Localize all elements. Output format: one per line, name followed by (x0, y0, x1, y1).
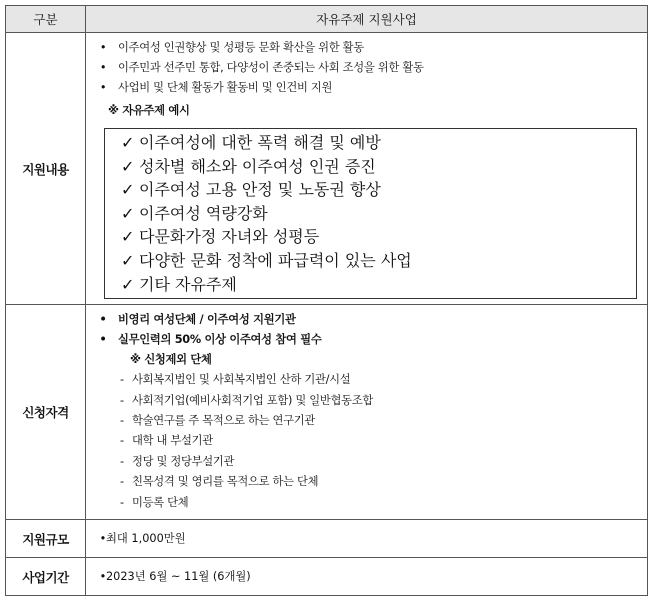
scale-row (6, 520, 648, 558)
example-item: ✓ 이주여성 역량강화 (121, 202, 636, 226)
exclusion-item: - 학술연구를 주 목적으로 하는 연구기관 (120, 413, 315, 427)
support-bullet-3: • 사업비 및 단체 활동가 활동비 및 인건비 지원 (96, 78, 639, 98)
header-program: 자유주제 지원사업 (86, 6, 648, 33)
period-cell (86, 558, 648, 596)
example-item: ✓ 다양한 문화 정착에 파급력이 있는 사업 (121, 249, 636, 273)
bullet-icon: • (99, 81, 107, 94)
check-icon: ✓ (121, 156, 135, 176)
examples-box (104, 128, 637, 299)
check-icon: ✓ (121, 274, 135, 294)
example-item: ✓ 성차별 해소와 이주여성 인권 증진 (121, 155, 636, 179)
exclusion-item: - 사회적기업(예비사회적기업 포함) 및 일반협동조합 (120, 393, 373, 407)
program-table (5, 5, 648, 596)
eligibility-row (6, 305, 648, 520)
exclusion-title: ※ 신청제외 단체 (130, 353, 212, 367)
period-value: • 2023년 6월 ~ 11월 (6개월) (86, 567, 647, 587)
eligibility-label: 신청자격 (6, 305, 86, 520)
check-icon: ✓ (121, 133, 135, 152)
support-content-cell (86, 33, 648, 305)
scale-value: • 최대 1,000만원 (86, 529, 647, 549)
bullet-icon: • (99, 313, 107, 327)
example-item: ✓ 이주여성에 대한 폭력 해결 및 예방 (121, 131, 636, 155)
scale-label: 지원규모 (6, 520, 86, 558)
period-label: 사업기간 (6, 558, 86, 596)
bullet-icon: • (99, 569, 107, 583)
bullet-icon: • (99, 61, 107, 74)
exclusion-item: - 친목성격 및 영리를 목적으로 하는 단체 (120, 475, 319, 489)
period-row (6, 558, 648, 596)
exclusion-item: - 사회복지법인 및 사회복지법인 산하 기관/시설 (120, 373, 351, 387)
eligibility-bullet-1: • 비영리 여성단체 / 이주여성 지원기관 (96, 310, 639, 330)
support-bullet-1: • 이주여성 인권향상 및 성평등 문화 확산을 위한 활동 (96, 38, 639, 58)
scale-cell (86, 520, 648, 558)
eligibility-bullet-2: • 실무인력의 50% 이상 이주여성 참여 필수 (96, 330, 639, 350)
exclusion-item: - 대학 내 부설기관 (120, 434, 213, 448)
example-item: ✓ 기타 자유주제 (121, 273, 636, 297)
header-category: 구분 (6, 6, 86, 33)
header-row (6, 6, 648, 33)
support-bullet-2: • 이주민과 선주민 통합, 다양성이 존중되는 사회 조성을 위한 활동 (96, 58, 639, 78)
examples-title: ※ 자유주제 예시 (108, 104, 190, 117)
bullet-icon: • (99, 333, 107, 347)
exclusion-item: - 정당 및 정당부설기관 (120, 454, 235, 468)
check-icon: ✓ (121, 180, 135, 200)
support-content-label: 지원내용 (6, 33, 86, 305)
example-item: ✓ 이주여성 고용 안정 및 노동권 향상 (121, 178, 636, 202)
eligibility-cell (86, 305, 648, 520)
support-content-row (6, 33, 648, 305)
example-item: ✓ 다문화가정 자녀와 성평등 (121, 225, 636, 249)
exclusion-item: - 미등록 단체 (120, 495, 189, 509)
bullet-icon: • (99, 531, 107, 545)
check-icon: ✓ (121, 250, 135, 270)
check-icon: ✓ (121, 203, 135, 223)
check-icon: ✓ (121, 227, 135, 247)
bullet-icon: • (99, 41, 107, 54)
